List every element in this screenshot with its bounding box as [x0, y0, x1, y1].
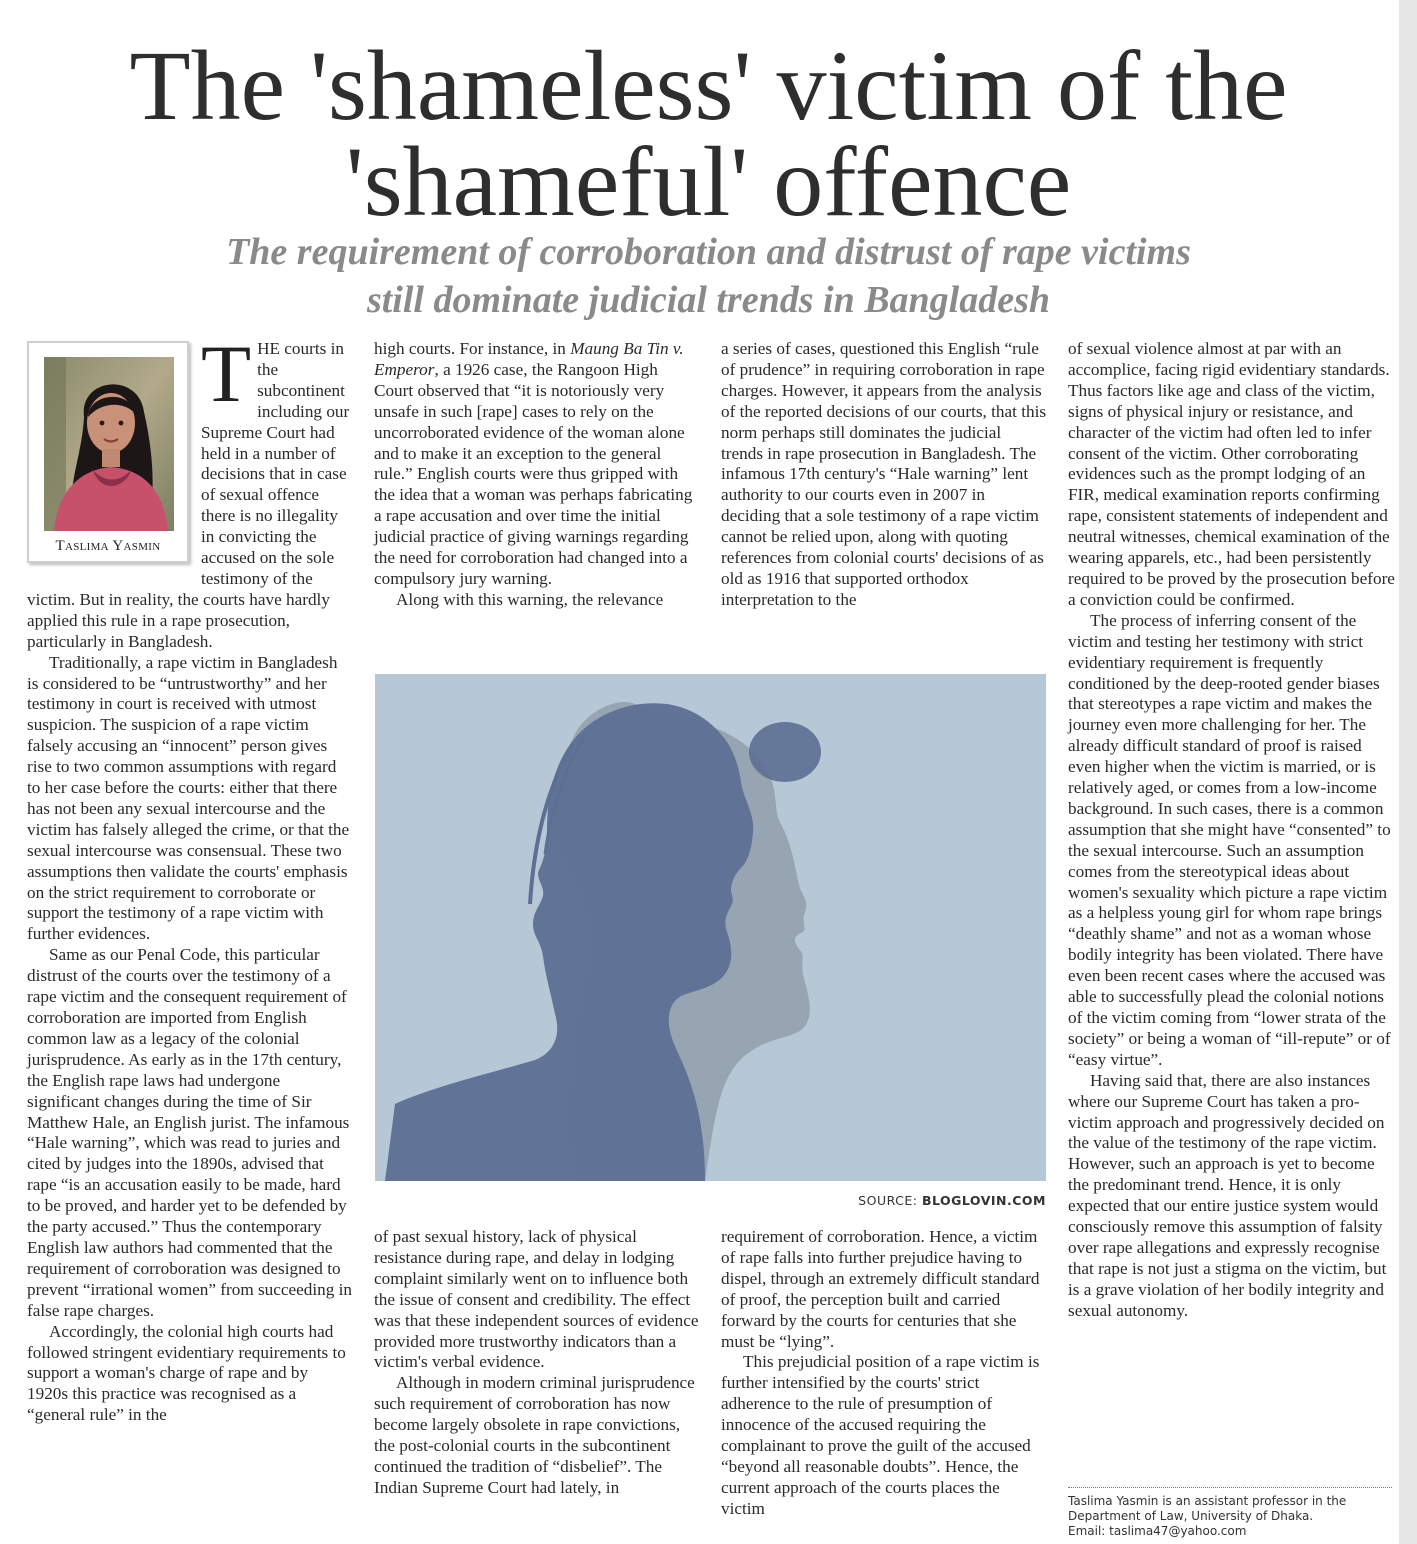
deck [0, 228, 1417, 324]
col2-paragraph-2: Along with this warning, the relevance [396, 589, 664, 609]
col3-paragraph-1: a series of cases, questioned this English “rule of prudence” in requiring corroboration in rape charges. However, it appears from the analysis of the reported decisions of our courts, that this norm perhaps still dominates the judicial trends in rape prosecution in Bangladesh. The infamous 17th century's “Hale warning” lent authority to our courts even in 2007 in deciding that a sole testimony of a rape victim cannot be relied upon, along with quoting references from colonial courts' decisions of as old as 1916 that supported orthodox interpretation to the [721, 339, 1047, 609]
col3b-paragraph-2: This prejudicial position of a rape victim is further intensified by the courts' strict adherence to the rule of presumption of innocence of the accused requiring the complainant to prove the guilt of the accused “beyond all reasonable doubts”. Hence, the current approach of the courts places the victim [721, 1352, 1040, 1518]
author-name: Taslima Yasmin [55, 538, 161, 554]
two-women-silhouettes-icon [375, 674, 1046, 1181]
case-name: Maung Ba Tin v. Emperor [374, 339, 684, 379]
article-column-1 [27, 328, 353, 1426]
author-bio [1068, 1494, 1398, 1539]
col2-paragraph-1 [374, 339, 700, 590]
headline [0, 30, 1417, 237]
bio-line-1: Taslima Yasmin is an assistant professor in the [1068, 1494, 1347, 1508]
col2b-paragraph-1: of past sexual history, lack of physical resistance during rape, and delay in lodging complaint similarly went on to influence both the issue of consent and credibility. The effect was that these independent sources of evidence provided more trustworthy indicators than a victim's verbal evidence. [374, 1227, 699, 1372]
article-column-3-bottom [721, 1227, 1047, 1520]
article-column-2-top [374, 339, 700, 611]
col1-paragraph-1: HE courts in the subcontinent including our Supreme Court had held in a number of decisions that in case of sexual offence there is no illegality in convicting the accused on the sole testimony of the victim. But in reality, the courts have hardly applied this rule in a rape prosecution, particularly in Bangladesh. [27, 339, 350, 651]
bio-line-3: Email: taslima47@yahoo.com [1068, 1524, 1247, 1538]
image-credit-label: SOURCE: [858, 1193, 922, 1208]
col1-paragraph-4: Accordingly, the colonial high courts had followed stringent evidentiary requirements to support a woman's charge of rape and by 1920s this practice was recognised as a “general rule” in the [27, 1321, 346, 1425]
article-column-3-top [721, 339, 1047, 611]
bio-divider [1068, 1487, 1392, 1488]
article-column-2-bottom [374, 1227, 700, 1499]
drop-cap: T [201, 328, 252, 419]
col4-paragraph-1: of sexual violence almost at par with an accomplice, facing rigid evidentiary standards. Thus factors like age and class of the victim, signs of physical injury or resistance, and character of the victim had often led to infer consent of the victim. Other corroborating evidences such as the prompt lodging of an FIR, medical examination reports confirming rape, consistent statements of independent and neutral witnesses, chemical examination of the wearing apparels, etc., had been persistently required to be proved by the prosecution before a conviction could be confirmed. [1068, 339, 1395, 609]
col3b-paragraph-1: requirement of corroboration. Hence, a victim of rape falls into further prejudice having to dispel, through an extremely difficult standard of proof, the perception built and carried forward by the courts for centuries that she must be “lying”. [721, 1227, 1040, 1351]
col2-p1-pre: high courts. For instance, in [374, 339, 571, 358]
image-credit-source: BLOGLOVIN.COM [921, 1193, 1046, 1208]
bio-line-2: Department of Law, University of Dhaka. [1068, 1509, 1314, 1523]
col2-p1-post: , a 1926 case, the Rangoon High Court observed that “it is notoriously very unsafe in such [rape] cases to rely on the uncorroborated evidence of the woman alone and to make it an exception to the general rule.” English courts were thus gripped with the idea that a woman was perhaps fabricating a rape accusation and over time the initial judicial practice of giving warnings regarding the need for corroboration had changed into a compulsory jury warning. [374, 359, 693, 588]
headline-line-2: 'shameful' offence [345, 126, 1072, 237]
author-box [27, 341, 189, 563]
col1-paragraph-2: Traditionally, a rape victim in Bangladesh is considered to be “untrustworthy” and her testimony in court is received with utmost suspicion. The suspicion of a rape victim falsely accusing an “innocent” person gives rise to two common assumptions with regard to her case before the courts: either that there has not been any sexual intercourse and the victim has falsely alleged the crime, or that the sexual intercourse was consensual. These two assumptions then validate the courts' emphasis on the strict requirement to corroborate or support the testimony of a rape victim with further evidences. [27, 652, 350, 944]
col4-paragraph-3: Having said that, there are also instances where our Supreme Court has taken a pro-victim approach and progressively decided on the value of the testimony of the rape victim. However, such an approach is yet to become the predominant trend. Hence, it is only expected that our entire justice system would consciously remove this assumption of falsity over rape allegations and expressly recognise that rape is not just a stigma on the victim, but is a grave violation of her bodily integrity and sexual autonomy. [1068, 1070, 1387, 1320]
col4-paragraph-2: The process of inferring consent of the victim and testing her testimony with strict evidentiary requirement is frequently conditioned by the deep-rooted gender biases that stereotypes a rape victim and makes the journey even more challenging for her. The already difficult standard of proof is raised even higher when the victim is married, or is relatively aged, or comes from a low-income background. In such cases, there is a common assumption that she might have “consented” to the sexual intercourse. Such an assumption comes from the stereotypical ideas about women's sexuality which picture a rape victim as a helpless young girl for whom rape brings “deathly shame” and not as a woman whose bodily integrity has been violated. There have even been recent cases where the accused was able to successfully plead the colonial notions of the victim coming from “lower strata of the society” or being a woman of “ill-repute” or of “easy virtue”. [1068, 610, 1391, 1069]
article-illustration [375, 674, 1046, 1181]
article-column-4 [1068, 339, 1398, 1322]
author-portrait-icon [44, 357, 174, 531]
col1-paragraph-3: Same as our Penal Code, this particular distrust of the courts over the testimony of a rape victim and the consequent requirement of corroboration are imported from English common law as a legacy of the colonial jurisprudence. As early as in the 17th century, the English rape laws had undergone significant changes during the time of Sir Matthew Hale, an English jurist. The infamous “Hale warning”, which was read to juries and cited by judges into the 1890s, advised that rape “is an accusation easily to be made, hard to be proved, and harder yet to be defended by the party accused.” Thus the contemporary English law authors had commented that the requirement of corroboration was designed to prevent “irrational women” from succeeding in false rape charges. [27, 945, 353, 1320]
deck-line-1: The requirement of corroboration and distrust of rape victims [226, 231, 1191, 273]
deck-line-2: still dominate judicial trends in Bangladesh [366, 279, 1051, 321]
image-credit [375, 1193, 1046, 1208]
headline-line-1: The 'shameless' victim of the [129, 30, 1288, 141]
col2b-paragraph-2: Although in modern criminal jurisprudence such requirement of corroboration has now become largely obsolete in rape convictions, the post-colonial courts in the subcontinent continued the tradition of “disbelief”. The Indian Supreme Court had lately, in [374, 1373, 695, 1497]
